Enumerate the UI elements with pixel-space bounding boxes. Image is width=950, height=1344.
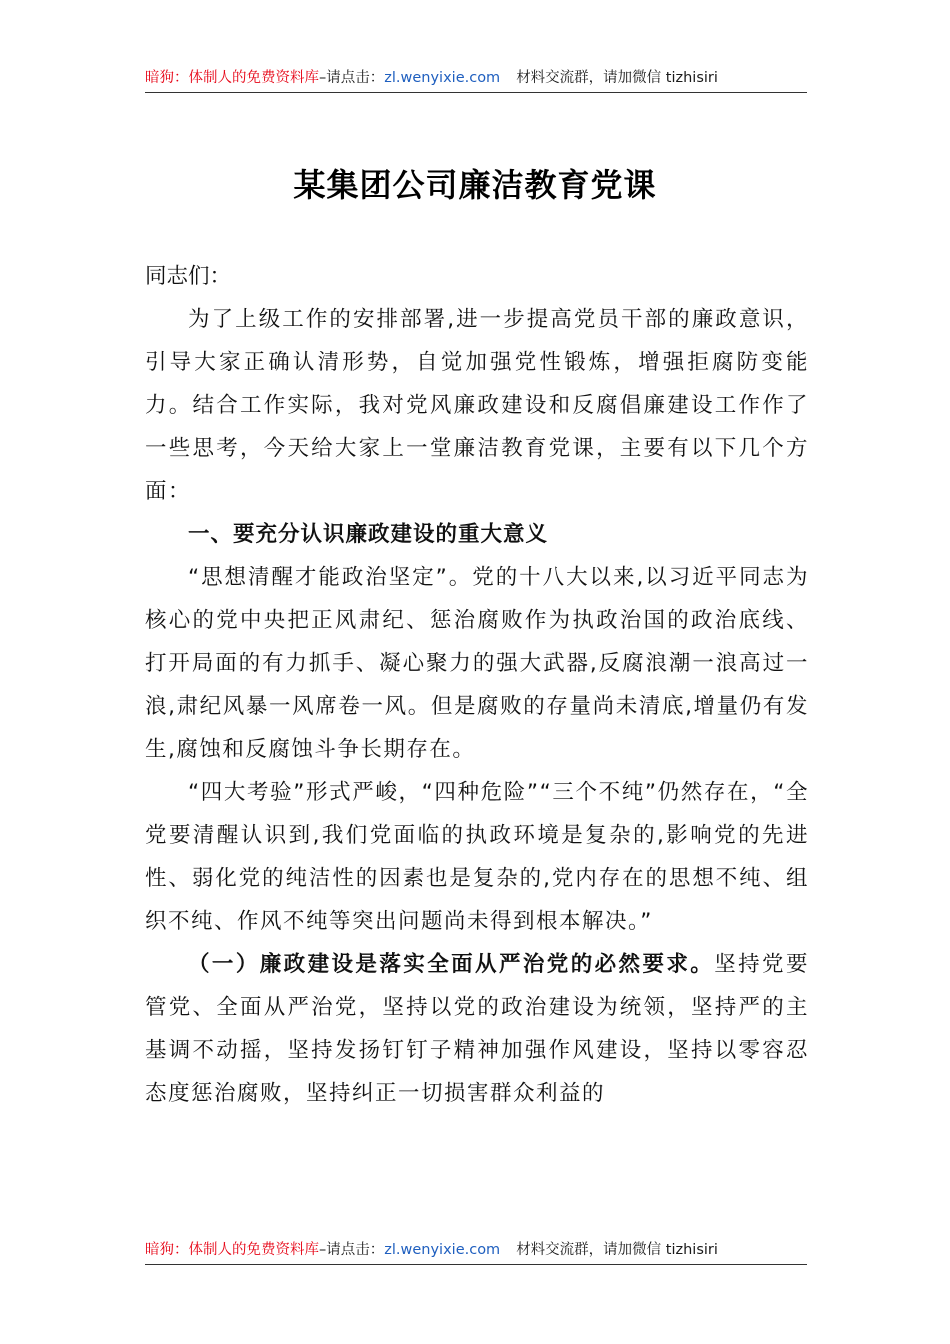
banner-contact: 材料交流群，请加微信 tizhisiri: [516, 70, 718, 86]
paragraph-3: [145, 943, 809, 1115]
document-title: 某集团公司廉洁教育党课: [293, 166, 657, 204]
footer-brand: 暗狗：体制人的免费资料库: [145, 1242, 319, 1258]
banner-brand: 暗狗：体制人的免费资料库: [145, 70, 319, 86]
paragraph-3-text: 坚持党要管党、全面从严治党，坚持以党的政治建设为统领，坚持严的主基调不动摇，坚持发扬钉钉子精神加强作风建设，坚持以零容忍态度惩治腐败，坚持纠正一切损害群众利益的: [145, 952, 809, 1106]
footer-cta: –请点击：: [319, 1242, 385, 1258]
header-divider: [145, 92, 807, 93]
paragraph-2: “四大考验”形式严峻，“四种危险”“三个不纯”仍然存在，“全党要清醒认识到,我们党面临的执政环境是复杂的,影响党的先进性、弱化党的纯洁性的因素也是复杂的,党内存在的思想不纯、组织不纯、作风不纯等突出问题尚未得到根本解决。”: [145, 780, 809, 934]
section-heading: 一、要充分认识廉政建设的重大意义: [188, 522, 549, 547]
salutation: 同志们：: [145, 264, 232, 289]
banner-link[interactable]: zl.wenyixie.com: [384, 70, 501, 86]
footer-contact: 材料交流群，请加微信 tizhisiri: [516, 1242, 718, 1258]
subheading-lead: （一）廉政建设是落实全面从严治党的必然要求。: [188, 952, 715, 977]
banner-cta: –请点击：: [319, 70, 385, 86]
footer-banner: [145, 1240, 807, 1260]
paragraph-1: “思想清醒才能政治坚定”。党的十八大以来,以习近平同志为核心的党中央把正风肃纪、惩治腐败作为执政治国的政治底线、打开局面的有力抓手、凝心聚力的强大武器,反腐浪潮一浪高过一浪,肃纪风暴一风席卷一风。但是腐败的存量尚未清底,增量仍有发生,腐蚀和反腐蚀斗争长期存在。: [145, 565, 809, 762]
footer-link[interactable]: zl.wenyixie.com: [384, 1242, 501, 1258]
footer-divider: [145, 1264, 807, 1265]
document-body: [145, 255, 809, 1115]
header-banner: [145, 68, 807, 88]
intro-paragraph: 为了上级工作的安排部署,进一步提高党员干部的廉政意识，引导大家正确认清形势，自觉加强党性锻炼，增强拒腐防变能力。结合工作实际，我对党风廉政建设和反腐倡廉建设工作作了一些思考，今天给大家上一堂廉洁教育党课，主要有以下几个方面：: [145, 307, 809, 504]
